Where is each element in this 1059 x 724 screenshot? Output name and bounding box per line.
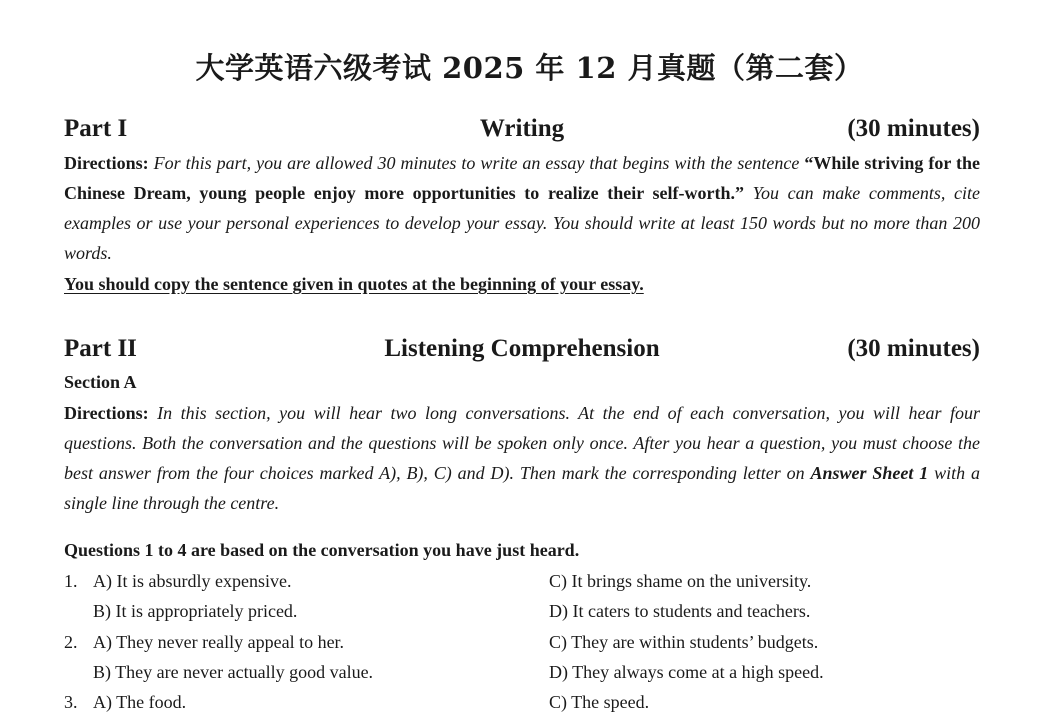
part2-label: Part II	[64, 335, 137, 362]
part1-essay-prompt: “While striving for the Chinese Dream, young people enjoy more opportunities to realize their self-worth.”	[64, 153, 981, 203]
part1-note	[64, 269, 980, 299]
option-b: B) It is appropriately priced.	[93, 601, 298, 621]
option-c: C) They are within students’ budgets.	[549, 632, 819, 652]
part1-directions	[64, 148, 980, 268]
section-a-label: Section A	[64, 372, 137, 392]
part2-heading: Listening Comprehension	[384, 335, 660, 362]
part2-directions-text1: In this section, you will hear two long conversations. At the end of each conversation, you will hear four questions. Both the conversation and the questions will be spoken only once. After you hear a question, you must choose the best answer from the four choices marked A), B), C) and D). Then mark the corresponding letter on	[64, 403, 980, 483]
question-number: 3.	[64, 692, 78, 712]
part1-header	[64, 115, 980, 145]
question-1-row-1	[64, 566, 980, 596]
part2-directions-label: Directions:	[64, 403, 149, 423]
option-a: A) It is absurdly expensive.	[93, 571, 292, 591]
option-b: B) They are never actually good value.	[93, 662, 374, 682]
part1-time: (30 minutes)	[847, 115, 980, 142]
question-number: 1.	[64, 571, 78, 591]
part1-heading: Writing	[479, 115, 565, 142]
question-2-row-1	[64, 627, 980, 657]
question-number: 2.	[64, 632, 78, 652]
part2-directions-text2: with a single line through the centre.	[64, 463, 981, 513]
option-c: C) It brings shame on the university.	[549, 571, 812, 591]
part1-note-text: You should copy the sentence given in quotes at the beginning of your essay.	[64, 274, 644, 294]
page-title: 大学英语六级考试 2025 年 12 月真题（第二套）	[195, 51, 864, 85]
answer-sheet-label: Answer Sheet 1	[810, 463, 929, 483]
part2-time: (30 minutes)	[847, 335, 980, 362]
question-2-row-2	[64, 657, 980, 687]
part2-header	[64, 335, 980, 365]
question-3-row-1	[64, 687, 980, 717]
part1-directions-text2: You can make comments, cite examples or use your personal experiences to develop your essay. You should write at least 150 words but no more than 200 words.	[64, 183, 980, 263]
option-c: C) The speed.	[549, 692, 650, 712]
part1-directions-text1: For this part, you are allowed 30 minutes to write an essay that begins with the sentence	[148, 153, 805, 173]
part2-directions	[64, 398, 980, 518]
option-a: A) The food.	[93, 692, 187, 712]
part1-label: Part I	[64, 115, 128, 142]
part1-directions-label: Directions:	[64, 153, 149, 173]
question-1-row-2	[64, 596, 980, 626]
option-a: A) They never really appeal to her.	[93, 632, 345, 652]
questions-heading: Questions 1 to 4 are based on the conversation you have just heard.	[64, 540, 580, 560]
option-d: D) They always come at a high speed.	[549, 662, 824, 682]
option-d: D) It caters to students and teachers.	[549, 601, 811, 621]
